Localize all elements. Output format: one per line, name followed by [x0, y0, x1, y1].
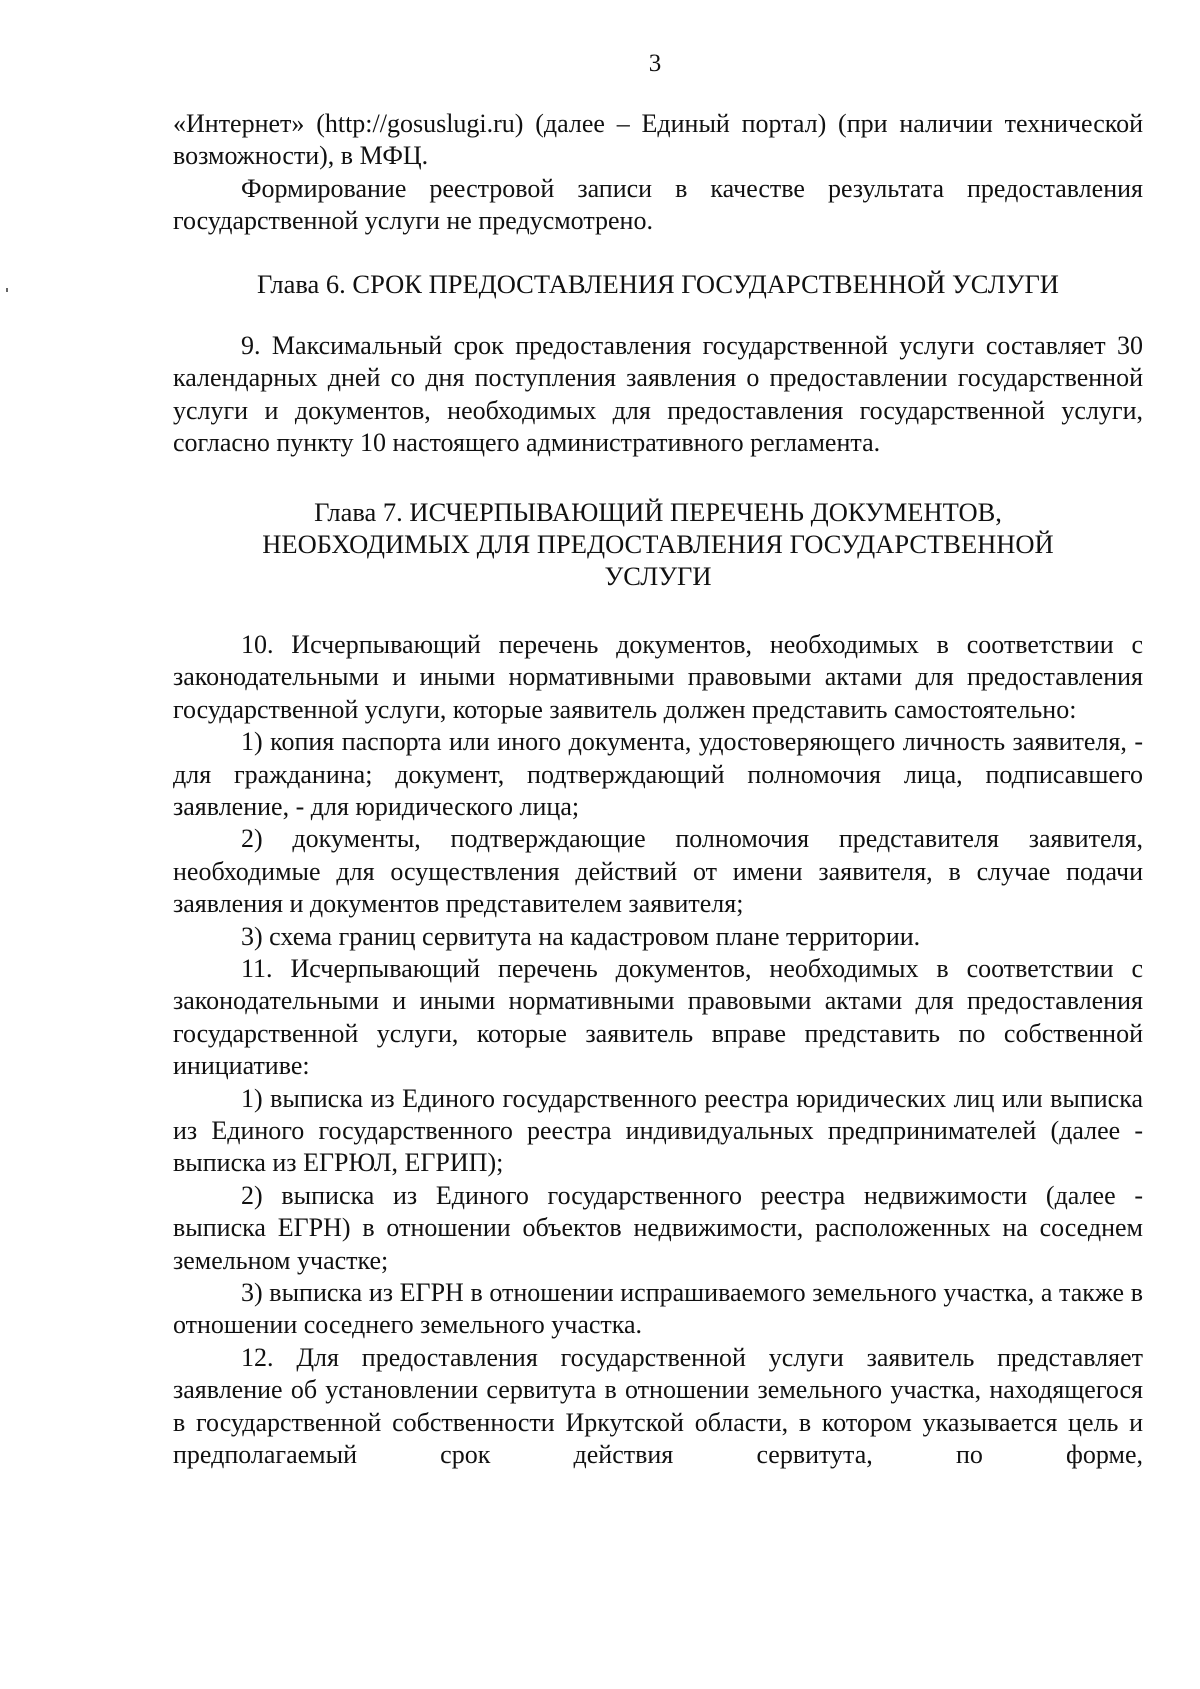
paragraph-portal-continuation: «Интернет» (http://gosuslugi.ru) (далее – Единый портал) (при наличии технической возможности), в МФЦ.	[173, 109, 1143, 171]
paragraph-11-item: 1) выписка из Единого государственного реестра юридических лиц или выписка из Единого государственного реестра индивидуальных предпринимателей (далее - выписка из ЕГРЮЛ, ЕГРИП);	[173, 1083, 1143, 1178]
paragraph-11: 11. Исчерпывающий перечень документов, необходимых в соответствии с законодательными и иными нормативными правовыми актами для предоставления государственной услуги, которые заявитель вправе представить по собственной инициативе:	[173, 953, 1143, 1081]
chapter-7-heading-line: НЕОБХОДИМЫХ ДЛЯ ПРЕДОСТАВЛЕНИЯ ГОСУДАРСТВЕННОЙ	[262, 529, 1054, 560]
chapter-6-heading: Глава 6. СРОК ПРЕДОСТАВЛЕНИЯ ГОСУДАРСТВЕННОЙ УСЛУГИ	[257, 268, 1059, 299]
paragraph-11-item: 2) выписка из Единого государственного реестра недвижимости (далее - выписка ЕГРН) в отношении объектов недвижимости, расположенных на соседнем земельном участке;	[173, 1180, 1143, 1275]
page-number: 3	[648, 50, 662, 77]
paragraph-10-item: 3) схема границ сервитута на кадастровом плане территории.	[241, 921, 921, 951]
paragraph-9: 9. Максимальный срок предоставления государственной услуги составляет 30 календарных дней со дня поступления заявления о предоставлении государственной услуги и документов, необходимых для предоставления государственной услуги, согласно пункту 10 настоящего административного регламента.	[173, 331, 1143, 458]
chapter-7-heading-line: УСЛУГИ	[604, 561, 712, 592]
scan-artifact	[6, 288, 8, 292]
paragraph-10: 10. Исчерпывающий перечень документов, необходимых в соответствии с законодательными и иными нормативными правовыми актами для предоставления государственной услуги, которые заявитель должен представить самостоятельно:	[173, 629, 1143, 724]
paragraph-12: 12. Для предоставления государственной услуги заявитель представляет заявление об установлении сервитута в отношении земельного участка, находящегося в государственной собственности Иркутской области, в котором указывается цель и предполагаемый срок действия сервитута, по форме,	[173, 1342, 1143, 1470]
paragraph-10-item: 2) документы, подтверждающие полномочия представителя заявителя, необходимые для осуществления действий от имени заявителя, в случае подачи заявления и документов представителем заявителя;	[173, 824, 1143, 919]
paragraph-11-item: 3) выписка из ЕГРН в отношении испрашиваемого земельного участка, а также в отношении соседнего земельного участка.	[173, 1278, 1143, 1340]
chapter-7-heading-line: Глава 7. ИСЧЕРПЫВАЮЩИЙ ПЕРЕЧЕНЬ ДОКУМЕНТОВ,	[314, 496, 1002, 527]
paragraph-10-item: 1) копия паспорта или иного документа, удостоверяющего личность заявителя, - для гражданина; документ, подтверждающий полномочия лица, подписавшего заявление, - для юридического лица;	[173, 727, 1143, 821]
chapter-7-heading	[173, 496, 1143, 593]
document-body	[173, 108, 1143, 1471]
paragraph-registry-record: Формирование реестровой записи в качестве результата предоставления государственной услуги не предусмотрено.	[173, 173, 1143, 236]
